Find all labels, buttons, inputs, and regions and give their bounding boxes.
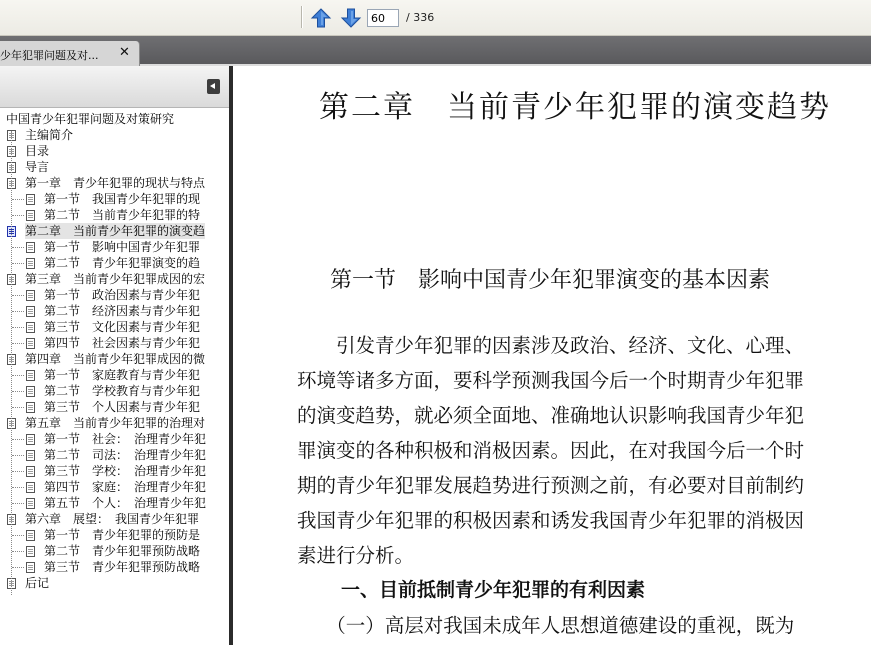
bookmark-label: 第四节 家庭： 治理青少年犯: [44, 480, 207, 494]
tree-connector: [12, 567, 24, 568]
bookmark-chapter[interactable]: [0, 127, 229, 143]
toolbar-separator: [301, 6, 303, 28]
tree-connector: [12, 375, 24, 376]
text-line: 我国青少年犯罪的积极因素和诱发我国青少年犯罪的消极因: [297, 509, 805, 532]
bookmark-section[interactable]: [0, 239, 229, 255]
text-line: 罪演变的各种积极和消极因素。因此，在对我国今后一个时: [297, 439, 805, 462]
bookmark-label: 第三节 个人因素与青少年犯: [44, 400, 201, 414]
bookmark-label: 第一节 政治因素与青少年犯: [44, 288, 201, 302]
document-tab-strip: [0, 36, 871, 66]
page-icon: [26, 434, 35, 445]
bookmark-section[interactable]: [0, 495, 229, 511]
page-icon: [26, 402, 35, 413]
bookmark-label: 第五节 个人： 治理青少年犯: [44, 496, 207, 510]
text-line: 期的青少年犯罪发展趋势进行预测之前，有必要对目前制约: [297, 474, 805, 497]
bookmark-section[interactable]: [0, 367, 229, 383]
bookmark-section[interactable]: [0, 383, 229, 399]
tree-connector: [12, 311, 24, 312]
tree-connector: [12, 391, 24, 392]
bookmark-label: 第六章 展望： 我国青少年犯罪: [25, 512, 200, 526]
bookmark-label: 第二节 当前青少年犯罪的特: [44, 208, 201, 222]
document-tab-label: 少年犯罪问题及对...: [0, 49, 99, 62]
bookmark-section[interactable]: [0, 319, 229, 335]
bookmark-label: 第一节 我国青少年犯罪的现: [44, 192, 201, 206]
page-icon: [26, 290, 35, 301]
document-page: [233, 66, 871, 645]
bookmark-label: 第四章 当前青少年犯罪成因的微: [25, 352, 206, 366]
page-icon: [26, 450, 35, 461]
bookmark-label: 第三节 文化因素与青少年犯: [44, 320, 201, 334]
bookmark-label: 第三节 学校： 治理青少年犯: [44, 464, 207, 478]
tree-connector: [12, 343, 24, 344]
subheading: 一、目前抵制青少年犯罪的有利因素: [341, 579, 646, 601]
bookmark-section[interactable]: [0, 207, 229, 223]
bookmark-section[interactable]: [0, 431, 229, 447]
previous-page-button[interactable]: [309, 6, 333, 30]
bookmark-label: 第三节 青少年犯罪预防战略: [44, 560, 201, 574]
next-page-button[interactable]: [339, 6, 363, 30]
page-number-input[interactable]: [367, 9, 399, 27]
page-icon: [26, 498, 35, 509]
text-line: 素进行分析。: [297, 544, 415, 567]
tree-connector: [12, 487, 24, 488]
text-line: 的演变趋势，就必须全面地、准确地认识影响我国青少年犯: [297, 404, 805, 427]
bookmark-chapter[interactable]: [0, 175, 229, 191]
bookmark-label: 第三章 当前青少年犯罪成因的宏: [25, 272, 206, 286]
tree-connector: [12, 263, 24, 264]
tree-connector: [12, 295, 24, 296]
bookmark-section[interactable]: [0, 287, 229, 303]
bookmark-chapter[interactable]: [0, 415, 229, 431]
page-icon: [26, 210, 35, 221]
bookmark-label: 第一章 青少年犯罪的现状与特点: [25, 176, 206, 190]
bookmark-label: 导言: [25, 160, 50, 174]
bookmark-label: 第二节 青少年犯罪预防战略: [44, 544, 201, 558]
collapse-left-icon[interactable]: [207, 79, 220, 94]
bookmark-section[interactable]: [0, 559, 229, 575]
bookmark-section[interactable]: [0, 335, 229, 351]
bookmark-label: 第一节 家庭教育与青少年犯: [44, 368, 201, 382]
page-icon: [26, 242, 35, 253]
bookmark-label: 第一节 社会： 治理青少年犯: [44, 432, 207, 446]
bookmark-chapter[interactable]: [0, 351, 229, 367]
page-total-label: / 336: [406, 11, 435, 24]
tree-connector: [12, 199, 24, 200]
bookmark-label: 第一节 青少年犯罪的预防是: [44, 528, 201, 542]
page-icon: [26, 194, 35, 205]
section-title: 第一节 影响中国青少年犯罪演变的基本因素: [330, 268, 771, 293]
page-icon: [26, 306, 35, 317]
bookmark-chapter[interactable]: [0, 271, 229, 287]
bookmark-section[interactable]: [0, 447, 229, 463]
page-icon: [26, 530, 35, 541]
tree-connector: [12, 455, 24, 456]
page-icon: [26, 546, 35, 557]
bookmark-label: 目录: [25, 144, 50, 158]
sidebar-header: [0, 66, 229, 108]
bookmark-chapter[interactable]: [0, 223, 229, 239]
tree-connector: [12, 407, 24, 408]
page-icon: [26, 386, 35, 397]
text-line: 环境等诸多方面，要科学预测我国今后一个时期青少年犯罪: [297, 369, 805, 392]
arrow-down-icon: [339, 6, 363, 30]
tree-connector: [12, 439, 24, 440]
chapter-title: 第二章 当前青少年犯罪的演变趋势: [319, 90, 831, 125]
bookmark-chapter[interactable]: [0, 159, 229, 175]
arrow-up-icon: [309, 6, 333, 30]
bookmark-section[interactable]: [0, 463, 229, 479]
bookmark-chapter[interactable]: [0, 143, 229, 159]
bookmark-label: 第四节 社会因素与青少年犯: [44, 336, 201, 350]
document-tab[interactable]: [0, 41, 140, 66]
tree-connector: [12, 215, 24, 216]
page-icon: [26, 482, 35, 493]
bookmark-label: 后记: [25, 576, 50, 590]
bookmark-label: 第二节 司法： 治理青少年犯: [44, 448, 207, 462]
bookmark-section[interactable]: [0, 479, 229, 495]
bookmark-label: 第一节 影响中国青少年犯罪: [44, 240, 201, 254]
tree-connector: [12, 471, 24, 472]
bookmark-section[interactable]: [0, 543, 229, 559]
bookmark-label: 第二节 学校教育与青少年犯: [44, 384, 201, 398]
bookmark-label: 第二节 经济因素与青少年犯: [44, 304, 201, 318]
page-icon: [26, 258, 35, 269]
page-icon: [26, 338, 35, 349]
bookmark-label: 主编简介: [25, 128, 74, 142]
tree-guide: [11, 131, 12, 595]
page-icon: [26, 322, 35, 333]
tree-connector: [12, 327, 24, 328]
bookmark-chapter[interactable]: [0, 575, 229, 591]
bookmark-section[interactable]: [0, 191, 229, 207]
page-icon: [26, 562, 35, 573]
toolbar: [0, 0, 871, 36]
close-tab-icon[interactable]: ✕: [119, 45, 130, 60]
text-line: （一）高层对我国未成年人思想道德建设的重视，既为: [297, 614, 795, 637]
page-icon: [26, 370, 35, 381]
tree-connector: [12, 535, 24, 536]
bookmark-section[interactable]: [0, 527, 229, 543]
bookmark-label: 第二节 青少年犯罪演变的趋: [44, 256, 201, 270]
bookmark-root[interactable]: 中国青少年犯罪问题及对策研究: [6, 112, 175, 126]
bookmark-chapter[interactable]: [0, 511, 229, 527]
body-paragraph: [297, 608, 871, 643]
bookmark-label: 第五章 当前青少年犯罪的治理对: [25, 416, 206, 430]
tree-connector: [12, 503, 24, 504]
text-line: 引发青少年犯罪的因素涉及政治、经济、文化、心理、: [297, 334, 805, 357]
tree-connector: [12, 551, 24, 552]
bookmark-section[interactable]: [0, 399, 229, 415]
bookmark-section[interactable]: [0, 303, 229, 319]
tree-connector: [12, 247, 24, 248]
bookmark-label: 第二章 当前青少年犯罪的演变趋: [25, 224, 206, 238]
page-icon: [26, 466, 35, 477]
bookmark-section[interactable]: [0, 255, 229, 271]
bookmarks-sidebar: [0, 66, 229, 645]
body-paragraph: [297, 328, 871, 573]
